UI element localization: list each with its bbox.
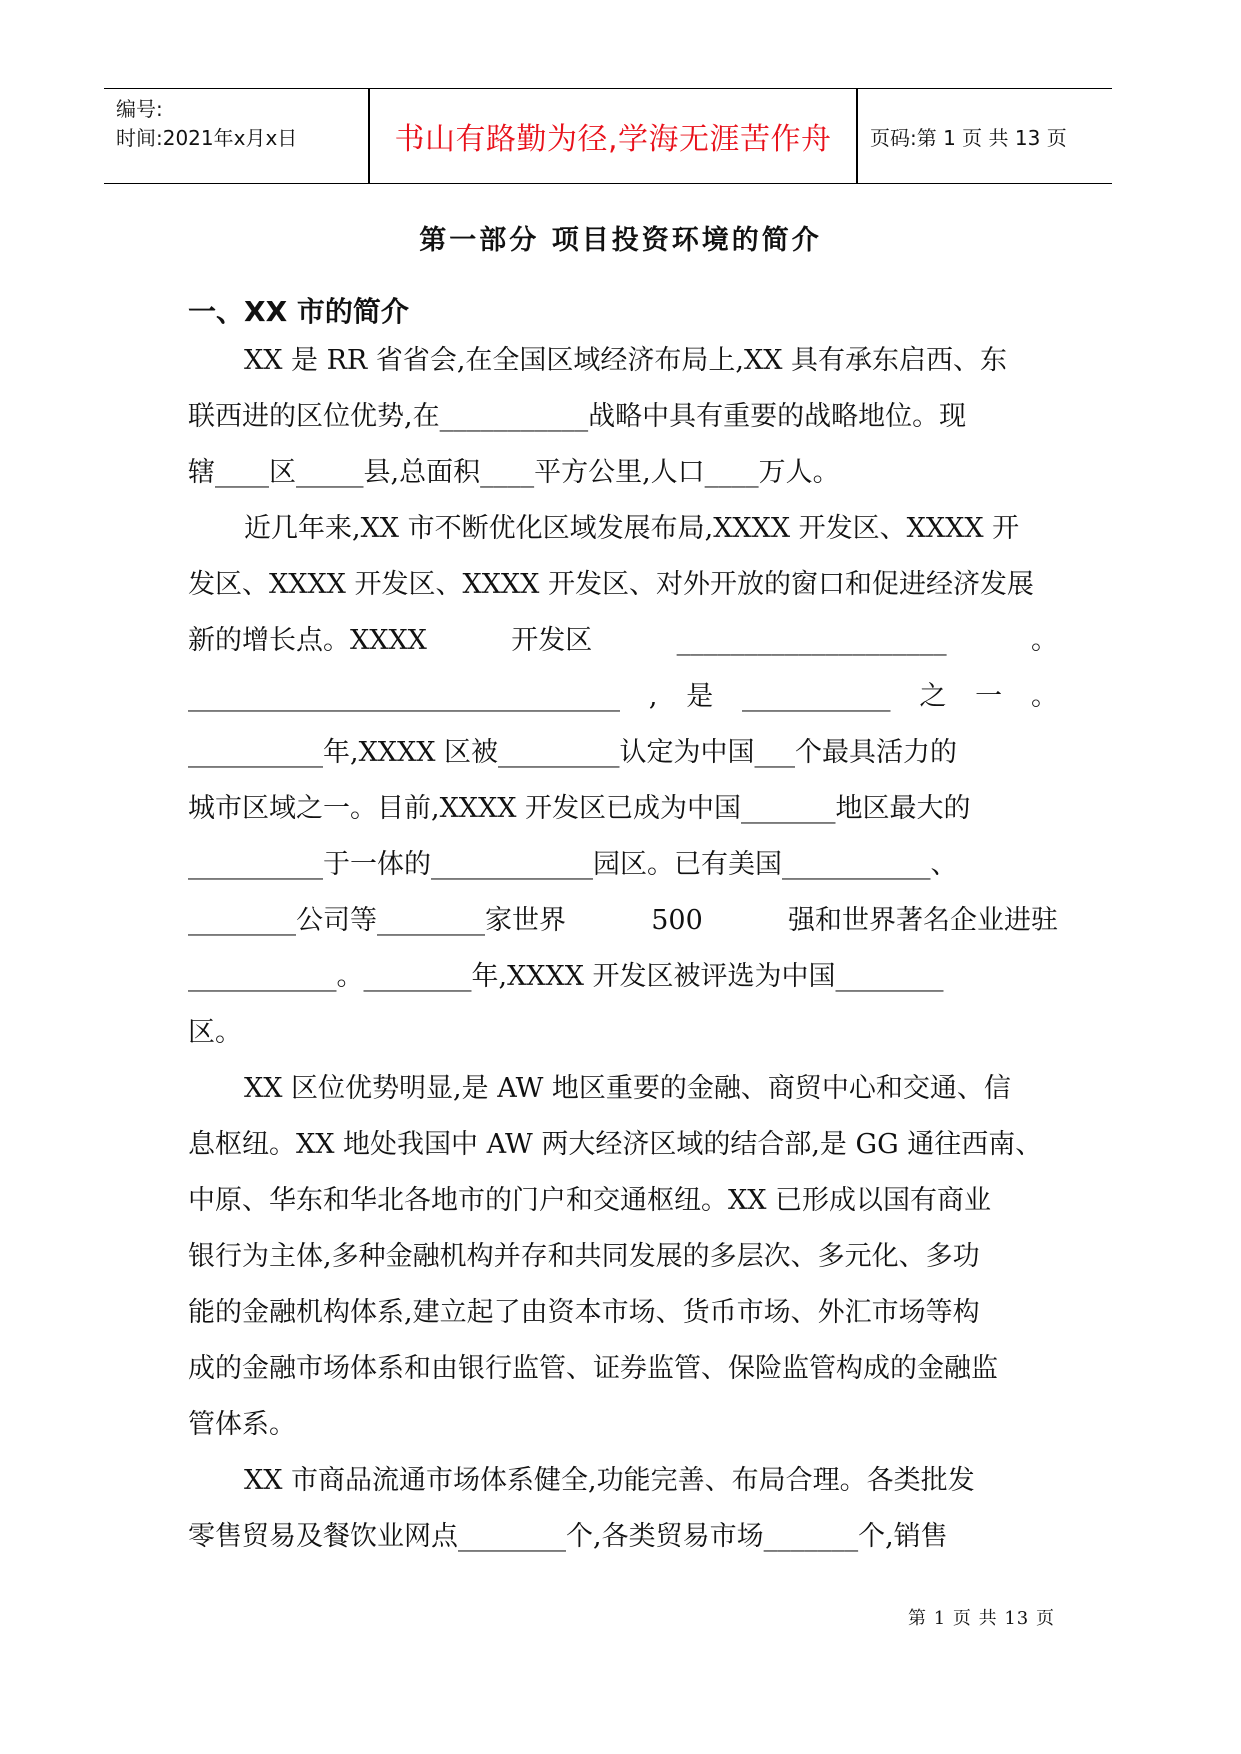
text-token: ____________________ — [676, 625, 947, 656]
text-line: 近几年来,XX 市不断优化区域发展布局,XXXX 开发区、XXXX 开 — [244, 513, 1020, 544]
text-token: 强和世界著名企业进驻 — [787, 905, 1058, 936]
text-line: 管体系。 — [188, 1409, 296, 1440]
text-token: ___________ — [742, 681, 891, 712]
text-line-justified — [188, 622, 1058, 660]
text-line-justified — [188, 678, 1058, 716]
text-line: 城市区域之一。目前,XXXX 开发区已成为中国_______地区最大的 — [188, 793, 971, 824]
text-line: 区。 — [188, 1017, 242, 1048]
text-line: 成的金融市场体系和由银行监管、证券监管、保险监管构成的金融监 — [188, 1353, 998, 1384]
text-line: 发区、XXXX 开发区、XXXX 开发区、对外开放的窗口和促进经济发展 — [188, 569, 1034, 600]
section-title: 一、XX 市的简介 — [188, 295, 409, 328]
text-line: XX 区位优势明显,是 AW 地区重要的金融、商贸中心和交通、信 — [244, 1073, 1011, 1104]
text-token: 一 — [975, 681, 1003, 712]
text-line: 联西进的区位优势,在___________战略中具有重要的战略地位。现 — [188, 401, 967, 432]
text-line: ___________。________年,XXXX 开发区被评选为中国________ — [188, 961, 944, 992]
text-line: __________于一体的____________园区。已有美国___________、 — [188, 849, 958, 880]
part-title: 第一部分 项目投资环境的简介 — [419, 225, 822, 256]
document-header — [104, 88, 1112, 184]
text-token: 。 — [1030, 681, 1058, 712]
text-line: XX 市商品流通市场体系健全,功能完善、布局合理。各类批发 — [244, 1465, 975, 1496]
text-token: 。 — [1030, 625, 1058, 656]
header-page-code: 页码:第 1 页 共 13 页 — [870, 125, 1067, 150]
text-token: 新的增长点。XXXX — [188, 625, 427, 656]
page-footer: 第 1 页 共 13 页 — [908, 1608, 1055, 1629]
header-meta — [116, 95, 366, 153]
text-line: 银行为主体,多种金融机构并存和共同发展的多层次、多元化、多功 — [188, 1241, 980, 1272]
text-token: , — [648, 681, 658, 712]
text-token: ________公司等________家世界 — [188, 905, 566, 936]
text-line: 零售贸易及餐饮业网点________个,各类贸易市场_______个,销售 — [188, 1521, 948, 1552]
text-line: 能的金融机构体系,建立起了由资本市场、货币市场、外汇市场等构 — [188, 1297, 980, 1328]
header-motto: 书山有路勤为径,学海无涯苦作舟 — [394, 122, 832, 157]
text-token: 开发区 — [511, 625, 593, 656]
text-line-justified — [188, 902, 1058, 940]
time-label: 时间:2021年x月x日 — [116, 126, 298, 150]
text-token: 500 — [651, 905, 703, 936]
text-line: 辖____区_____县,总面积____平方公里,人口____万人。 — [188, 457, 840, 488]
text-line: __________年,XXXX 区被_________认定为中国___个最具活力的 — [188, 737, 958, 768]
number-label: 编号: — [116, 97, 163, 121]
text-token: 之 — [919, 681, 947, 712]
text-line: 息枢纽。XX 地处我国中 AW 两大经济区域的结合部,是 GG 通往西南、 — [188, 1129, 1043, 1160]
text-line: XX 是 RR 省省会,在全国区域经济布局上,XX 具有承东启西、东 — [244, 345, 1008, 376]
text-token: ________________________________ — [188, 681, 620, 712]
text-line: 中原、华东和华北各地市的门户和交通枢纽。XX 已形成以国有商业 — [188, 1185, 992, 1216]
header-divider — [856, 89, 858, 183]
text-token: 是 — [686, 681, 714, 712]
